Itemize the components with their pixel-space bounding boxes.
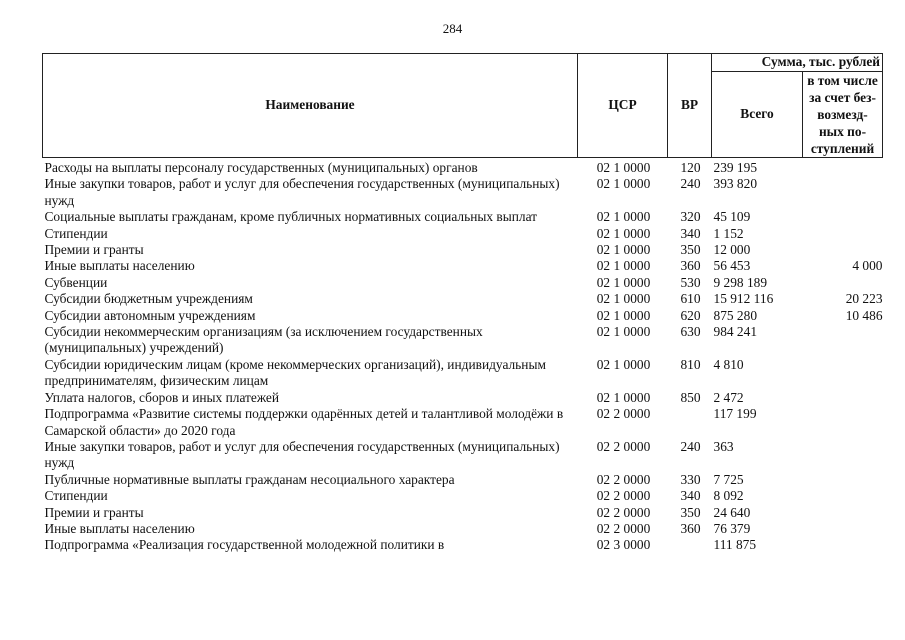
- cell-vr: 340: [680, 488, 701, 504]
- table-row: [43, 357, 883, 390]
- cell-grant: [803, 324, 883, 357]
- cell-vr: 350: [680, 504, 701, 520]
- cell-grant: 4 000: [852, 258, 883, 274]
- cell-name: Премии и гранты: [44, 242, 144, 258]
- cell-vr: [668, 537, 712, 553]
- cell-grant: [803, 158, 883, 177]
- cell-grant: [803, 537, 883, 553]
- cell-name: Публичные нормативные выплаты гражданам несоциального характера: [44, 471, 455, 487]
- cell-grant: [803, 209, 883, 225]
- header-vr: ВР: [668, 54, 712, 158]
- cell-csr: 02 1 0000: [596, 356, 651, 372]
- table-row: [43, 505, 883, 521]
- table-row: [43, 226, 883, 242]
- cell-name: Субсидии автономным учреждениям: [44, 307, 256, 323]
- cell-name: Иные выплаты населению: [44, 258, 195, 274]
- cell-vr: 340: [680, 225, 701, 241]
- header-grant-line: за счет без-: [809, 90, 876, 105]
- cell-csr: 02 1 0000: [596, 291, 651, 307]
- header-grant-line: в том числе: [807, 73, 878, 88]
- table-row: [43, 275, 883, 291]
- cell-total: 9 298 189: [713, 274, 768, 290]
- cell-csr: 02 1 0000: [596, 324, 651, 340]
- cell-csr: 02 1 0000: [596, 258, 651, 274]
- cell-vr: [668, 406, 712, 439]
- cell-vr: 240: [680, 438, 701, 454]
- table-row: [43, 176, 883, 209]
- cell-vr: 360: [680, 258, 701, 274]
- table-row: [43, 291, 883, 307]
- cell-grant: [803, 406, 883, 439]
- cell-vr: 120: [680, 160, 701, 175]
- cell-name: Субсидии некоммерческим организациям (за исключением государственных (муниципальных) учреждений): [44, 324, 483, 356]
- cell-vr: 620: [680, 307, 701, 323]
- cell-grant: [803, 390, 883, 406]
- cell-name: Субсидии бюджетным учреждениям: [44, 291, 253, 307]
- table-row: [43, 158, 883, 177]
- cell-total: 15 912 116: [713, 291, 774, 307]
- table-row: [43, 324, 883, 357]
- cell-csr: 02 2 0000: [596, 471, 651, 487]
- cell-total: 12 000: [713, 242, 751, 258]
- table-row: [43, 521, 883, 537]
- cell-csr: 02 3 0000: [596, 537, 651, 553]
- cell-csr: 02 2 0000: [596, 406, 651, 422]
- cell-name: Подпрограмма «Реализация государственной молодежной политики в: [44, 537, 445, 553]
- cell-vr: 320: [680, 209, 701, 225]
- header-grant-line: ступлений: [810, 141, 875, 156]
- header-csr: ЦСР: [578, 54, 668, 158]
- cell-total: 45 109: [713, 209, 751, 225]
- cell-csr: 02 1 0000: [596, 242, 651, 258]
- cell-total: 239 195: [713, 160, 758, 175]
- cell-csr: 02 1 0000: [596, 225, 651, 241]
- cell-total: 8 092: [713, 488, 744, 504]
- cell-name: Стипендии: [44, 488, 108, 504]
- cell-total: 7 725: [713, 471, 744, 487]
- cell-grant: [803, 472, 883, 488]
- cell-csr: 02 1 0000: [596, 176, 651, 192]
- cell-vr: 530: [680, 274, 701, 290]
- cell-total: 1 152: [713, 225, 744, 241]
- header-grant: [803, 72, 883, 158]
- cell-grant: [803, 521, 883, 537]
- cell-csr: 02 2 0000: [596, 438, 651, 454]
- cell-grant: [803, 176, 883, 209]
- header-sum: Сумма, тыс. рублей: [712, 54, 883, 72]
- cell-vr: 850: [680, 389, 701, 405]
- cell-csr: 02 1 0000: [596, 307, 651, 323]
- page-number: 284: [442, 21, 463, 36]
- table-row: [43, 308, 883, 324]
- header-total: Всего: [712, 72, 803, 158]
- cell-grant: [803, 439, 883, 472]
- cell-name: Уплата налогов, сборов и иных платежей: [44, 389, 280, 405]
- cell-total: 393 820: [713, 176, 758, 192]
- cell-vr: 330: [680, 471, 701, 487]
- cell-csr: 02 2 0000: [596, 520, 651, 536]
- cell-name: Иные выплаты населению: [44, 520, 195, 536]
- cell-vr: 630: [680, 324, 701, 340]
- cell-total: 363: [713, 438, 734, 454]
- cell-name: Иные закупки товаров, работ и услуг для обеспечения государственных (муниципальных) нужд: [44, 176, 560, 208]
- cell-vr: 810: [680, 356, 701, 372]
- cell-vr: 610: [680, 291, 701, 307]
- cell-total: 76 379: [713, 520, 751, 536]
- cell-total: 2 472: [713, 389, 744, 405]
- cell-grant: 10 486: [845, 307, 883, 323]
- table-row: [43, 488, 883, 504]
- table-row: [43, 537, 883, 553]
- cell-grant: [803, 226, 883, 242]
- cell-grant: [803, 505, 883, 521]
- cell-total: 111 875: [713, 537, 757, 553]
- table-row: [43, 406, 883, 439]
- cell-name: Расходы на выплаты персоналу государственных (муниципальных) органов: [44, 160, 478, 175]
- cell-csr: 02 2 0000: [596, 488, 651, 504]
- cell-total: 984 241: [713, 324, 758, 340]
- cell-name: Социальные выплаты гражданам, кроме публичных нормативных социальных выплат: [44, 209, 538, 225]
- header-grant-line: ных по-: [818, 124, 867, 139]
- cell-name: Стипендии: [44, 225, 108, 241]
- cell-vr: 350: [680, 242, 701, 258]
- cell-csr: 02 1 0000: [596, 274, 651, 290]
- cell-grant: [803, 357, 883, 390]
- table-row: [43, 242, 883, 258]
- table-row: [43, 258, 883, 274]
- cell-name: Подпрограмма «Развитие системы поддержки одарённых детей и талантливой молодёжи в Самарской области» до 2020 года: [44, 406, 564, 438]
- cell-name: Субсидии юридическим лицам (кроме некоммерческих организаций), индивидуальным предпринимателям, физическим лицам: [44, 356, 546, 389]
- cell-name: Премии и гранты: [44, 504, 144, 520]
- header-name: Наименование: [43, 54, 578, 158]
- cell-grant: [803, 242, 883, 258]
- cell-total: 56 453: [713, 258, 751, 274]
- cell-grant: [803, 488, 883, 504]
- table-row: [43, 209, 883, 225]
- header-grant-line: возмезд-: [817, 107, 868, 122]
- cell-csr: 02 1 0000: [596, 160, 651, 175]
- cell-total: 24 640: [713, 504, 751, 520]
- cell-total: 875 280: [713, 307, 758, 323]
- cell-grant: [803, 275, 883, 291]
- cell-name: Субвенции: [44, 274, 108, 290]
- table-row: [43, 390, 883, 406]
- cell-total: 4 810: [713, 356, 744, 372]
- cell-vr: 360: [680, 520, 701, 536]
- table-row: [43, 472, 883, 488]
- cell-csr: 02 1 0000: [596, 209, 651, 225]
- table-body: [43, 158, 883, 554]
- budget-table: [42, 53, 883, 554]
- cell-vr: 240: [680, 176, 701, 192]
- table-row: [43, 439, 883, 472]
- cell-total: 117 199: [713, 406, 757, 422]
- cell-name: Иные закупки товаров, работ и услуг для обеспечения государственных (муниципальных) нужд: [44, 438, 560, 471]
- cell-csr: 02 1 0000: [596, 389, 651, 405]
- cell-grant: 20 223: [845, 291, 883, 307]
- cell-csr: 02 2 0000: [596, 504, 651, 520]
